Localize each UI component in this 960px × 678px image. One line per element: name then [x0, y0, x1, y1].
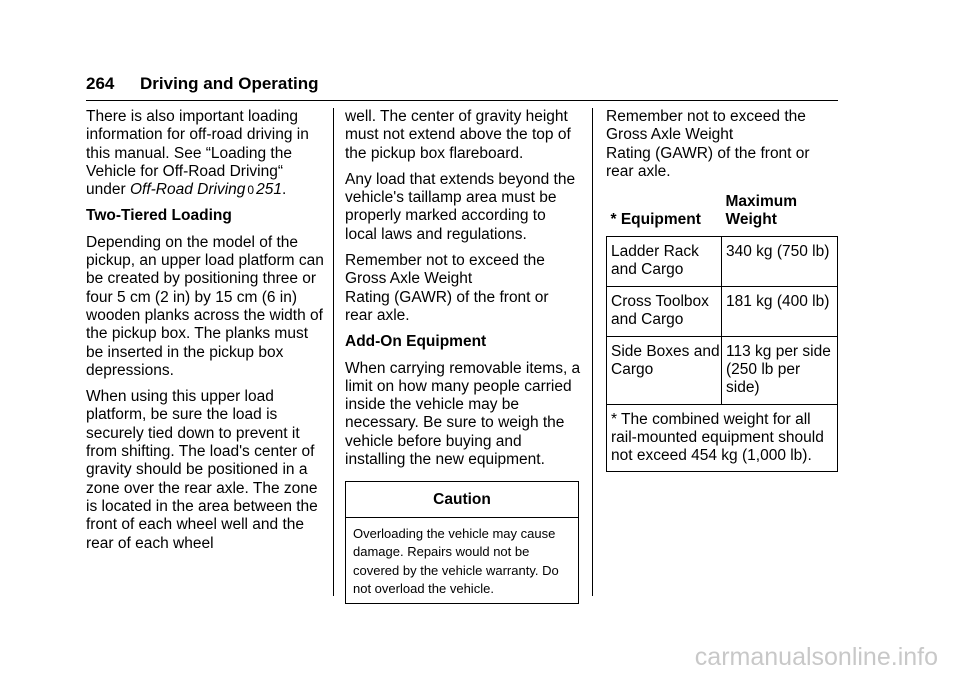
- table-row: [607, 337, 838, 405]
- text-line: Vehicle for Off-Road Driving“: [86, 162, 283, 180]
- column-divider: [592, 108, 593, 596]
- text-line: Rating (GAWR) of the front or: [345, 288, 549, 306]
- page-header: [86, 72, 838, 101]
- caution-text: Overloading the vehicle may cause damage. Repairs would not be covered by the vehicle warranty. Do not overload the vehicle.: [353, 525, 559, 597]
- table-row: [607, 287, 838, 337]
- page-number: 264: [86, 74, 115, 93]
- text-under: under: [86, 181, 126, 199]
- table-cell: Ladder Rack and Cargo: [607, 237, 722, 287]
- period: .: [281, 181, 287, 199]
- text-line: information for off-road driving in: [86, 126, 309, 144]
- text-line: Remember not to exceed the: [345, 252, 545, 270]
- section-title: Driving and Operating: [140, 74, 319, 93]
- paragraph: [606, 108, 842, 181]
- table-row: [607, 237, 838, 287]
- section-heading: Add-On Equipment: [345, 333, 487, 351]
- paragraph: [345, 252, 581, 325]
- text-line: There is also important loading: [86, 108, 298, 125]
- table-footnote: * The combined weight for all rail-mounted equipment should not exceed 454 kg (1,000 lb).: [606, 405, 838, 472]
- paragraph: Any load that extends beyond the vehicle's taillamp area must be properly marked according to local laws and regulations.: [345, 170, 576, 243]
- table-cell: Side Boxes and Cargo: [607, 337, 722, 405]
- column-divider: [333, 108, 334, 596]
- text-line: Gross Axle Weight: [606, 126, 734, 144]
- column-right: [606, 108, 842, 472]
- paragraph: When carrying removable items, a limit on how many people carried inside the vehicle may be necessary. Be sure to weigh the vehicle before buying and installing the new equipment.: [345, 359, 581, 469]
- paragraph: When using this upper load platform, be sure the load is securely tied down to prevent it from shifting. The load's center of gravity should be positioned in a zone over the rear axle. The zone is located in the area between the front of each wheel well and the rear of each wheel: [86, 388, 318, 552]
- paragraph: Depending on the model of the pickup, an upper load platform can be created by positioning three or four 5 cm (2 in) by 15 cm (6 in) wooden planks across the width of the pickup box. The planks must be inserted in the pickup box depressions.: [86, 233, 324, 379]
- paragraph: [86, 108, 326, 199]
- table-cell: 113 kg per side (250 lb per side): [722, 337, 838, 405]
- section-heading: Two-Tiered Loading: [86, 207, 232, 225]
- text-line: Gross Axle Weight: [345, 270, 473, 288]
- cross-reference-page[interactable]: 251: [256, 181, 282, 199]
- caution-title: Caution: [346, 482, 578, 517]
- equipment-weight-table: [606, 187, 838, 405]
- cross-reference-link[interactable]: Off-Road Driving: [129, 181, 246, 199]
- paragraph: well. The center of gravity height must not extend above the top of the pickup box flareboard.: [345, 108, 571, 162]
- text-line: rear axle.: [606, 162, 671, 180]
- text-line: Remember not to exceed the: [606, 108, 806, 125]
- column-header: Maximum Weight: [722, 187, 838, 237]
- table-header-row: [607, 187, 838, 237]
- table-cell: 181 kg (400 lb): [722, 287, 838, 337]
- table-cell: Cross Toolbox and Cargo: [607, 287, 722, 337]
- watermark: carmanualsonline.info: [694, 643, 938, 671]
- caution-box: [345, 481, 579, 603]
- column-middle: [345, 108, 581, 604]
- text-line: rear axle.: [345, 306, 410, 324]
- column-left: [86, 108, 326, 561]
- text-line: this manual. See “Loading the: [86, 144, 292, 162]
- text-line: Rating (GAWR) of the front or: [606, 144, 810, 162]
- column-header: * Equipment: [607, 187, 722, 237]
- page-reference-icon: 0: [247, 183, 255, 198]
- table-cell: 340 kg (750 lb): [722, 237, 838, 287]
